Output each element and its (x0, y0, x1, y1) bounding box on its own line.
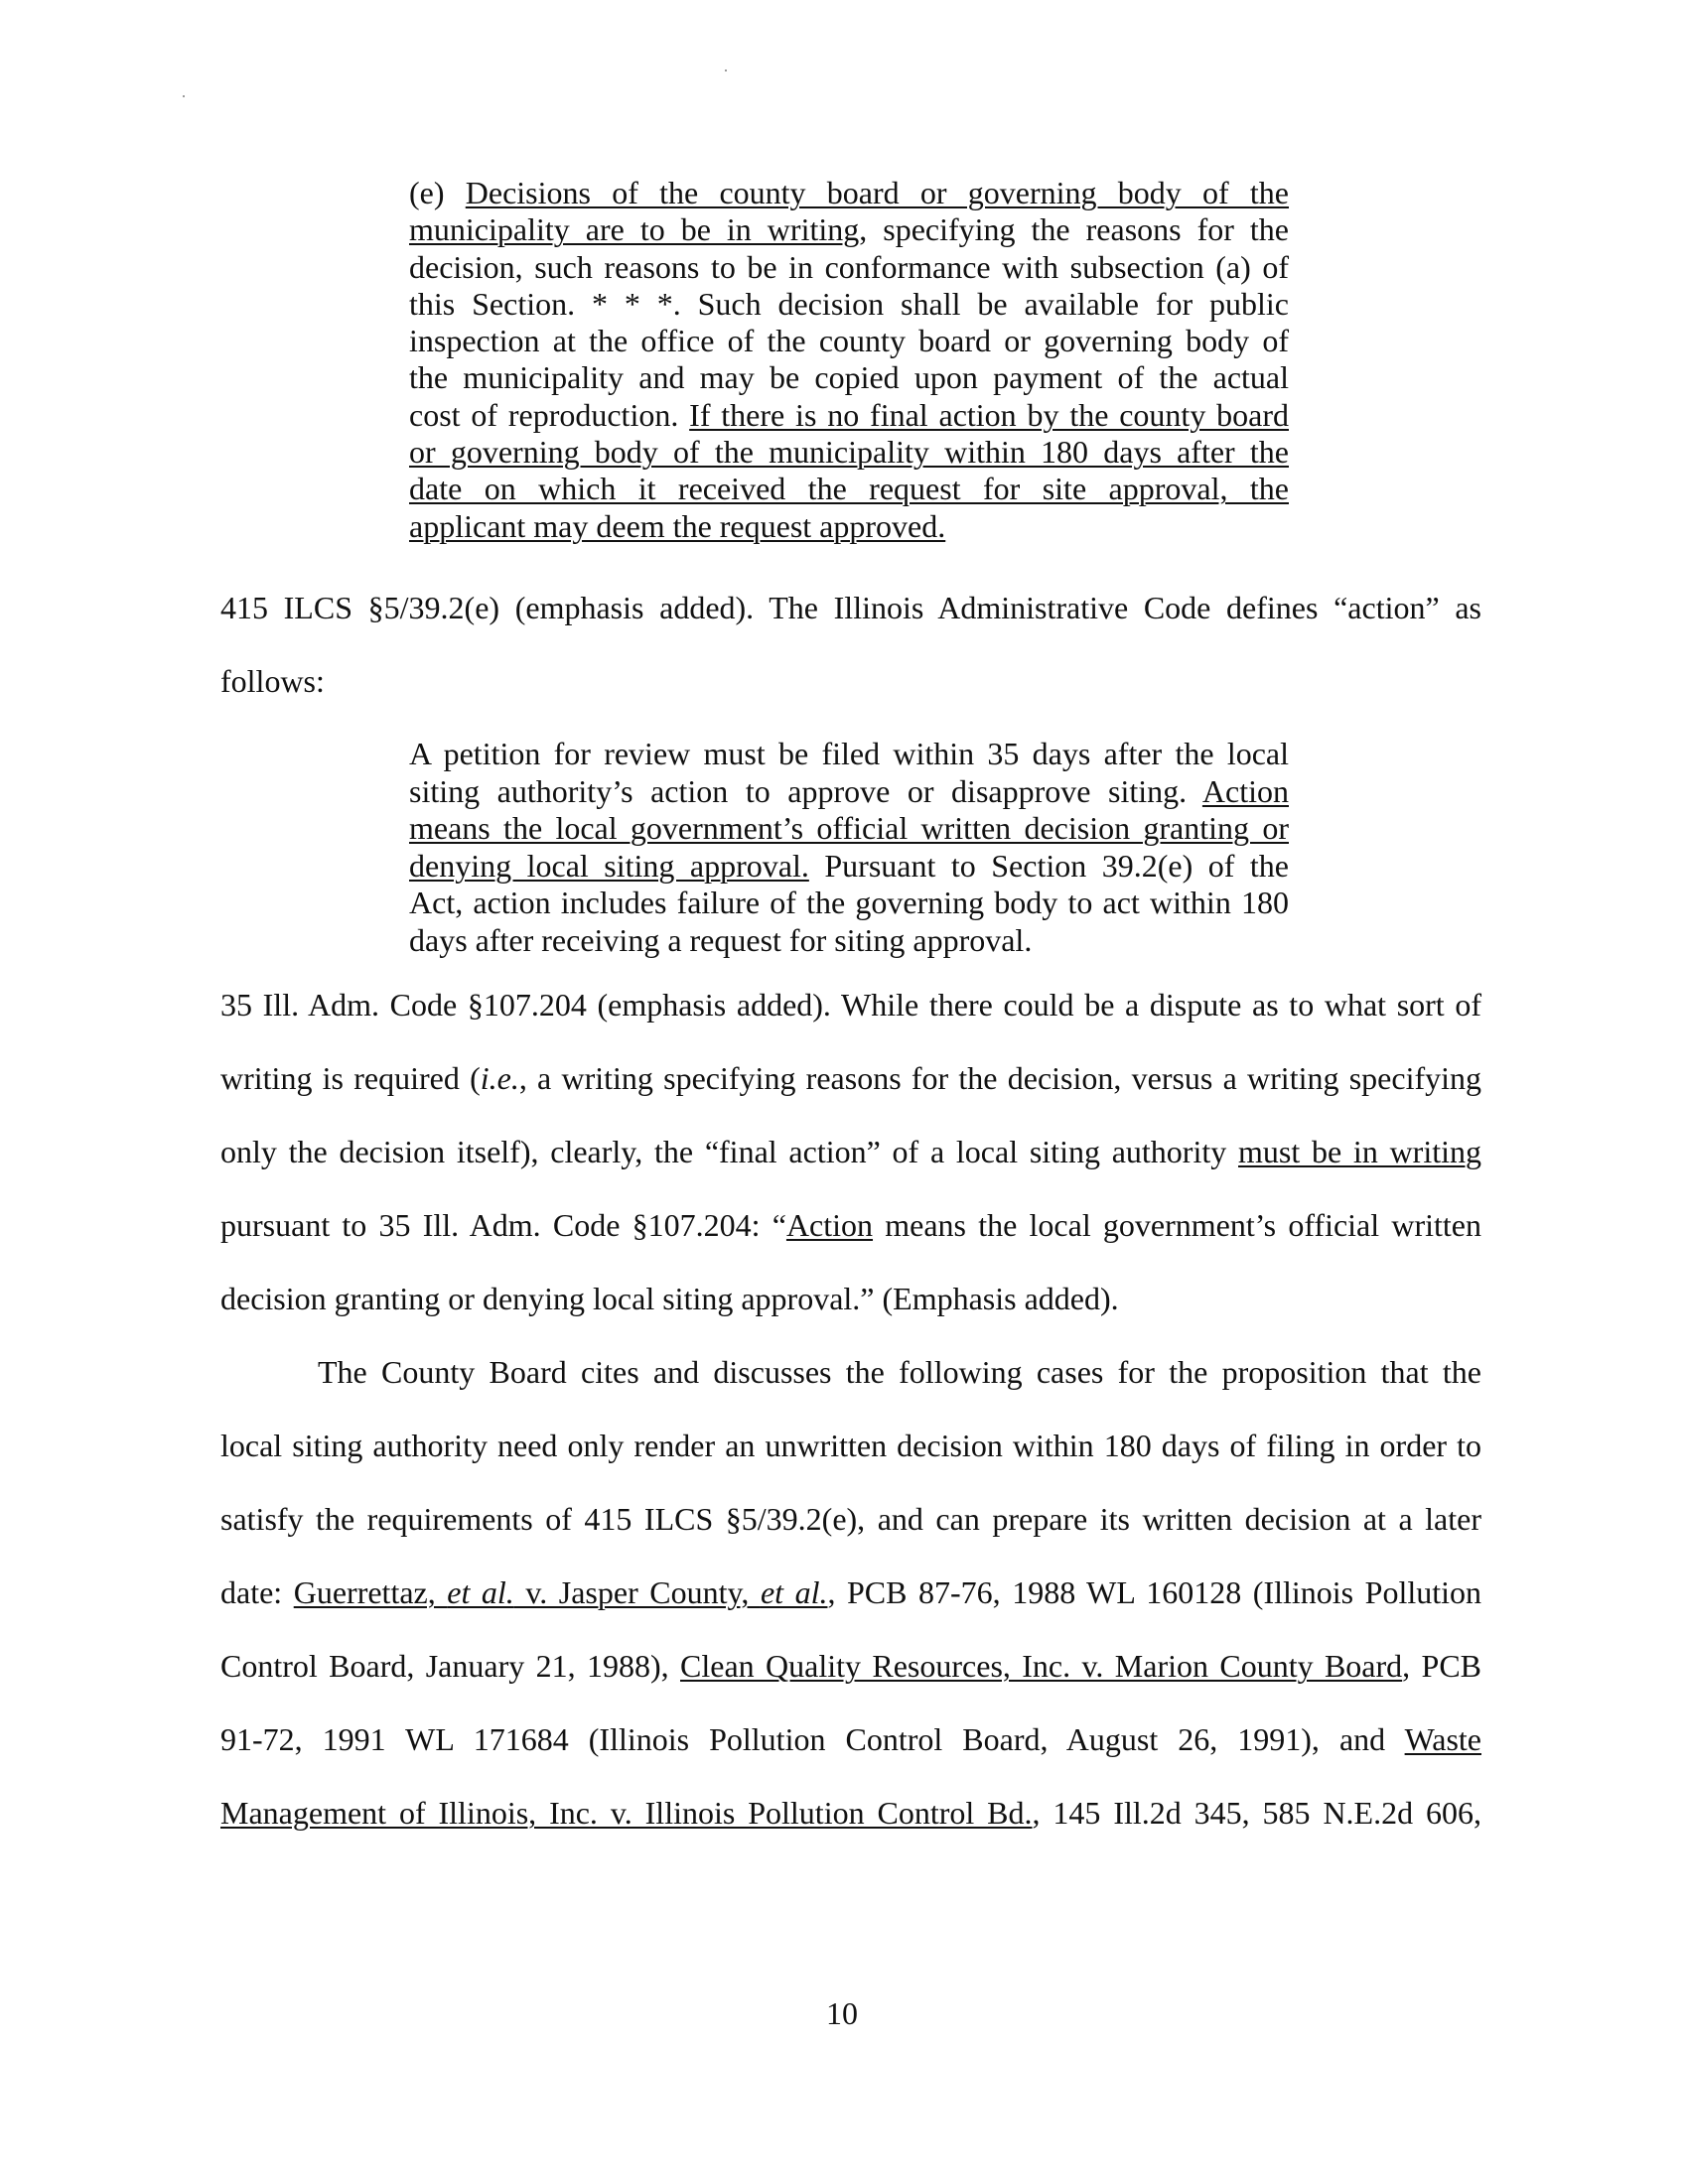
body-text-line: pursuant to 35 Ill. Adm. Code §107.204: “Action means the local government’s official written (220, 1207, 1482, 1243)
quote-line: decision, such reasons to be in conformance with subsection (a) of (409, 248, 1289, 285)
scan-speck (725, 69, 727, 71)
body-text-line: writing is required (i.e., a writing specifying reasons for the decision, versus a writing specifying (220, 1060, 1482, 1096)
body-text-line: satisfy the requirements of 415 ILCS §5/39.2(e), and can prepare its written decision at a later (220, 1501, 1481, 1537)
body-text-line: date: Guerrettaz, et al. v. Jasper County, et al., PCB 87-76, 1988 WL 160128 (Illinois Pollution (220, 1574, 1481, 1610)
body-text-line: 91-72, 1991 WL 171684 (Illinois Pollution Control Board, August 26, 1991), and Waste (220, 1721, 1481, 1757)
quote-line: (e) Decisions of the county board or governing body of the (409, 175, 1290, 210)
quote-line: Act, action includes failure of the governing body to act within 180 (409, 885, 1289, 920)
body-text-line: 35 Ill. Adm. Code §107.204 (emphasis added). While there could be a dispute as to what sort of (220, 987, 1481, 1023)
body-text-line: local siting authority need only render an unwritten decision within 180 days of filing in order to (220, 1428, 1481, 1463)
quote-line: denying local siting approval. Pursuant to Section 39.2(e) of the (409, 847, 1289, 884)
scan-speck (183, 95, 185, 97)
quote-line: siting authority’s action to approve or disapprove siting. Action (409, 772, 1289, 809)
body-text-line: only the decision itself), clearly, the “final action” of a local siting authority must be in writing (220, 1134, 1482, 1169)
quote-line: means the local government’s official written decision granting or (409, 810, 1289, 846)
quote-line: this Section. * * *. Such decision shall be available for public (409, 285, 1289, 322)
body-text-line: The County Board cites and discusses the following cases for the proposition that the (318, 1354, 1481, 1390)
body-text-line: Control Board, January 21, 1988), Clean Quality Resources, Inc. v. Marion County Board, PCB (220, 1648, 1482, 1684)
quote-line: date on which it received the request for site approval, the (409, 471, 1289, 507)
body-text-line: follows: (220, 663, 325, 699)
body-text-line: decision granting or denying local siting approval.” (Emphasis added). (220, 1281, 1119, 1316)
body-text-line: 415 ILCS §5/39.2(e) (emphasis added). The Illinois Administrative Code defines “action” as (220, 590, 1481, 625)
block-quote-admin-code (409, 736, 1289, 959)
quote-line: municipality are to be in writing, specifying the reasons for the (409, 211, 1289, 248)
quote-line: inspection at the office of the county board or governing body of (409, 323, 1289, 359)
quote-line: or governing body of the municipality within 180 days after the (409, 434, 1289, 471)
quote-line: the municipality and may be copied upon payment of the actual (409, 359, 1289, 396)
quote-line: days after receiving a request for siting approval. (409, 921, 1033, 958)
quote-line: cost of reproduction. If there is no final action by the county board (409, 396, 1289, 433)
quote-line: applicant may deem the request approved. (409, 507, 946, 544)
quote-line: A petition for review must be filed within 35 days after the local (409, 736, 1289, 771)
page-number: 10 (826, 1995, 858, 2031)
body-text-line: Management of Illinois, Inc. v. Illinois Pollution Control Bd., 145 Ill.2d 345, 585 N.E.2d 606, (220, 1795, 1482, 1831)
block-quote-statute (409, 175, 1289, 545)
